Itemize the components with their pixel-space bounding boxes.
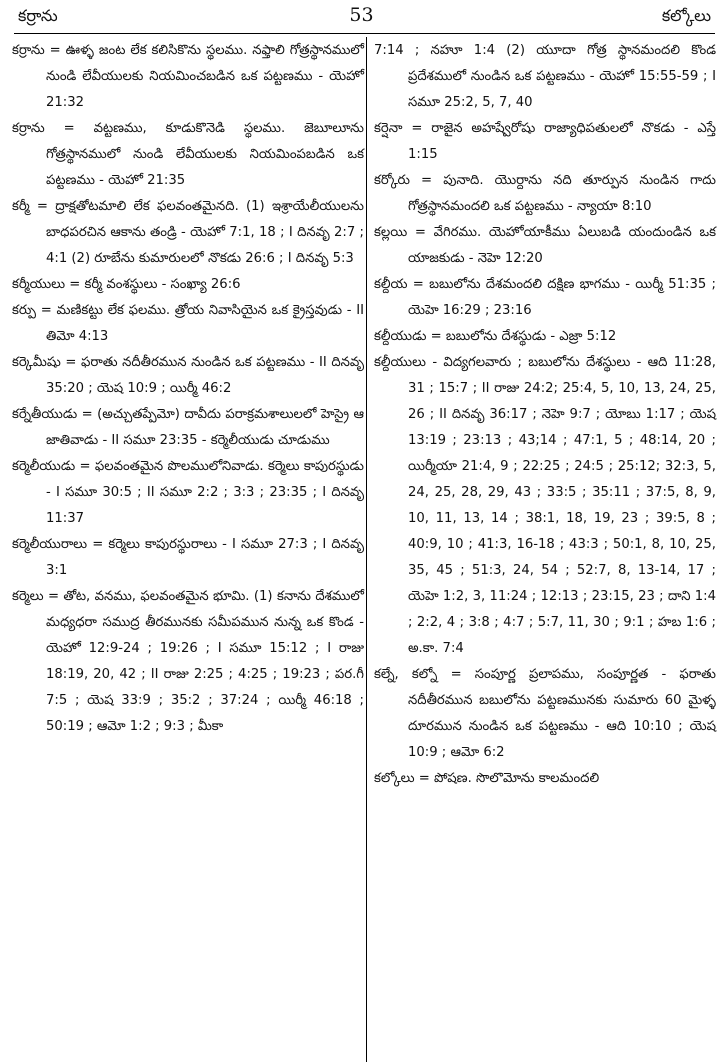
dictionary-entry [12,194,364,272]
column-divider [366,37,367,1062]
entry-headword: కర్నేతీయుడు [12,407,78,422]
left-column [12,38,364,740]
entry-headword: కర్కెమీషు [12,355,61,370]
entry-definition: = ఫరాతు నదీతీరమున నుండిన ఒక పట్టణము - II దినవృ 35:20 ; యెష 10:9 ; యిర్మీ 46:2 [46,355,364,396]
entry-headword: కల్దీయులు [374,355,426,370]
entry-headword: కర్మీ [12,199,30,214]
entry-headword: కర్మెలీయుడు [12,459,76,474]
dictionary-entry [12,298,364,350]
dictionary-entry [374,662,716,766]
page-header [0,0,723,34]
entry-headword: కల్నే, కల్నో [374,667,438,682]
entry-headword: కర్పు [12,303,37,318]
entry-definition: 7:14 ; నహూ 1:4 (2) యూదా గోత్ర స్థానమందలి కొండ ప్రదేశములో నుండిన ఒక పట్టణము - యెహో 15:55-59 ; I సమూ 25:2, 5, 7, 40 [374,43,716,110]
entry-definition: = తోట, వనము, ఫలవంతమైన భూమి. (1) కనాను దేశములో మధ్యధరా సముద్ర తీరమునకు సమీపమున నున్న ఒక కొండ - యెహో 12:9-24 ; 19:26 ; I సమూ 15:12 ; I రాజు 18:19, 20, 42 ; II రాజు 2:25 ; 4:25 ; 19:23 ; పర.గీ 7:5 ; యెష 33:9 ; 35:2 ; 37:24 ; యిర్మీ 46:18 ; 50:19 ; ఆమో 1:2 ; 9:3 ; మీకా [46,589,364,734]
dictionary-entry [12,38,364,116]
dictionary-entry [374,350,716,662]
right-column [374,38,716,792]
dictionary-entry [374,38,716,116]
entry-headword: కర్రాను [12,43,45,58]
entry-definition: = బబులోను దేశమందలి దక్షిణ భాగము - యిర్మీ 51:35 ; యెహె 16:29 ; 23:16 [408,277,716,318]
dictionary-entry [374,324,716,350]
page-number: 53 [349,4,374,26]
entry-headword: కల్కోలు [374,771,415,786]
left-running-headword: కర్రాను [18,6,58,25]
entry-headword: కల్దీయుడు [374,329,427,344]
right-running-headword: కల్కోలు [661,6,711,25]
entry-definition: = పునాది. యొర్దాను నది తూర్పున నుండిన గాదు గోత్రస్థానమందలి ఒక పట్టణము - న్యాయా 8:10 [408,173,716,214]
entry-definition: = మణికట్టు లేక ఫలము. త్రోయ నివాసియైన ఒక క్రైస్తవుడు - II తిమో 4:13 [40,303,364,344]
dictionary-entry [12,116,364,194]
dictionary-entry [374,272,716,324]
dictionary-entry [374,168,716,220]
entry-definition: = సంపూర్ణ ప్రలాపము, సంపూర్ణత - ఫరాతు నదీతీరమున బబులోను పట్టణమునకు సుమారు 60 మైళ్ళ దూరమున నుండిన ఒక పట్టణము - ఆది 10:10 ; యెష 10:9 ; ఆమో 6:2 [408,667,716,760]
entry-headword: కర్రాను [12,121,45,136]
entry-headword: కల్లయి [374,225,408,240]
dictionary-entry [12,584,364,740]
entry-definition: = ఫలవంతమైన పొలములోనివాడు. కర్మెలు కాపురస్థుడు - I సమూ 30:5 ; II సమూ 2:2 ; 3:3 ; 23:35 ; I దినవృ 11:37 [46,459,364,526]
entry-definition: = కర్మెలు కాపురస్థురాలు - I సమూ 27:3 ; I దినవృ 3:1 [46,537,364,578]
dictionary-entry [12,402,364,454]
entry-definition: = ద్రాక్షతోటమాలి లేక ఫలవంతమైనది. (1) ఇశ్రాయేలీయులను బాధపరచిన ఆకాను తండ్రి - యెహో 7:1, 18 ; I దినవృ 2:7 ; 4:1 (2) రూబేను కుమారులలో నొకడు 26:6 ; I దినవృ 5:3 [36,199,364,266]
entry-definition: = వేగిరము. యెహోయాకీము ఏలుబడి యందుండిన ఒక యాజకుడు - నెహె 12:20 [408,225,717,266]
dictionary-entry [374,220,716,272]
entry-definition: = కర్మీ వంశస్థులు - సంఖ్యా 26:6 [69,277,241,292]
dictionary-entry [12,532,364,584]
header-rule [14,33,715,34]
entry-headword: కర్షెనా [374,121,403,136]
entry-headword: కర్మెలు [12,589,44,604]
dictionary-entry [12,272,364,298]
entry-definition: = పోషణ. సొలొమోను కాలమందలి [418,771,600,786]
dictionary-entry [374,116,716,168]
entry-definition: = ఊళ్ళ జంట లేక కలిసికొను స్థలము. నఫ్తాలి గోత్రస్థానములో నుండి లేవీయులకు నియమించబడిన ఒక పట్టణము - యెహో 21:32 [46,43,364,110]
entry-definition: = రాజైన అహష్వేరోషు రాజ్యాధిపతులలో నొకడు - ఎస్తే 1:15 [408,121,716,162]
dictionary-entry [374,766,716,792]
entry-headword: కర్కోరు [374,173,410,188]
entry-headword: కర్మెలీయురాలు [12,537,88,552]
entry-definition: - విద్యగలవారు ; బబులోను దేశస్థులు - ఆది 11:28, 31 ; 15:7 ; II రాజు 24:2; 25:4, 5, 10, 13, 24, 25, 26 ; II దినవృ 36:17 ; నెహె 9:7 ; యోబు 1:17 ; యెష 13:19 ; 23:13 ; 43;14 ; 47:1, 5 ; 48:14, 20 ; యిర్మీయా 21:4, 9 ; 22:25 ; 24:5 ; 25:12; 32:3, 5, 24, 25, 28, 29, 43 ; 33:5 ; 35:11 ; 37:5, 8, 9, 10, 11, 13, 14 ; 38:1, 18, 19, 23 ; 39:5, 8 ; 40:9, 10 ; 41:3, 16-18 ; 43:3 ; 50:1, 8, 10, 25, 35, 45 ; 51:3, 24, 54 ; 52:7, 8, 13-14, 17 ; యెహె 1:2, 3, 11:24 ; 12:13 ; 23:15, 23 ; దాని 1:4 ; 2:2, 4 ; 3:8 ; 4:7 ; 5:7, 11, 30 ; 9:1 ; హబ 1:6 ; అ.కా. 7:4 [408,355,716,656]
entry-definition: = వట్టణము, కూడుకొనెడి స్థలము. జెబూలూను గోత్రస్థానములో నుండి లేవీయులకు నియమింపబడిన ఒక పట్టణము - యెహో 21:35 [46,121,364,188]
dictionary-entry [12,454,364,532]
entry-definition: = (అచ్చుతప్పేమో) దావీదు పరాక్రమశాలులలో హెస్రై ఆ జాతివాడు - II సమూ 23:35 - కర్మెలీయుడు చూడుము [46,407,364,448]
entry-headword: కర్మీయులు [12,277,66,292]
dictionary-entry [12,350,364,402]
entry-definition: = బబులోను దేశస్థుడు - ఎజ్రా 5:12 [430,329,617,344]
entry-headword: కల్దీయ [374,277,408,292]
